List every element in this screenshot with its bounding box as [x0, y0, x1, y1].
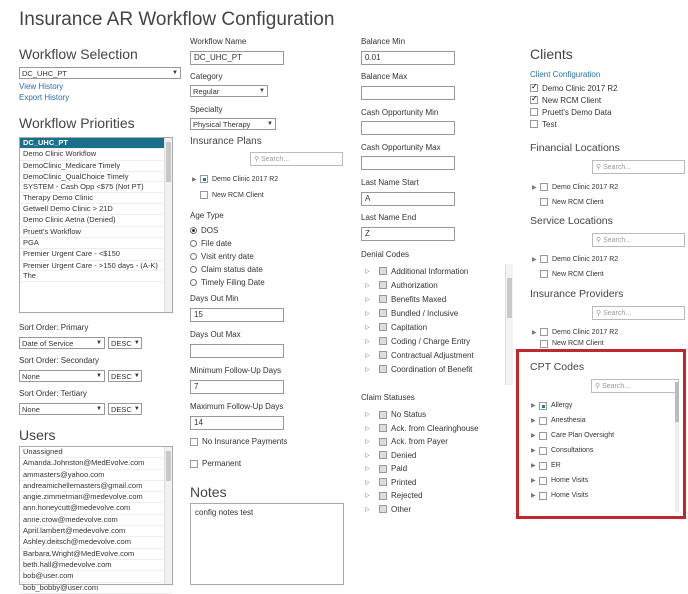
tree-node[interactable] [365, 264, 513, 278]
specialty-label: Specialty [190, 105, 223, 114]
insurance-plans-title: Insurance Plans [190, 136, 262, 147]
sort-secondary-direction[interactable]: DESC ▼ [108, 370, 142, 382]
age-type-group [190, 224, 265, 289]
checkbox[interactable] [540, 183, 548, 191]
tree-node-label: Coding / Charge Entry [391, 336, 471, 346]
list-item[interactable]: PGA [20, 238, 172, 249]
balance-min-input[interactable]: 0.01 [361, 51, 455, 65]
caret-right-icon[interactable]: ▷ [365, 282, 370, 289]
workflow-select[interactable]: DC_UHC_PT ▼ [19, 67, 181, 79]
category-label: Category [190, 72, 223, 81]
client-label: Pruett's Demo Data [542, 107, 612, 117]
tree-node[interactable] [531, 458, 681, 473]
caret-right-icon[interactable]: ▷ [365, 425, 370, 432]
age-type-option[interactable] [190, 250, 265, 263]
tree-node[interactable] [365, 320, 513, 334]
tree-node-label: Other [391, 504, 412, 514]
tree-node[interactable] [531, 473, 681, 488]
radio[interactable] [190, 266, 197, 273]
list-item[interactable]: ann.honeycutt@medevolve.com [20, 503, 172, 514]
cpt-codes-title: CPT Codes [530, 361, 585, 373]
list-item[interactable]: anne.crow@medevolve.com [20, 515, 172, 526]
client-label: Test [542, 119, 557, 129]
list-item[interactable]: DemoClinic_QualChoice Timely [20, 172, 172, 183]
list-item[interactable]: April.lambert@medevolve.com [20, 526, 172, 537]
tree-node-label: ER [551, 462, 561, 469]
caret-right-icon[interactable]: ▷ [365, 506, 370, 513]
tree-node-label: Allergy [551, 402, 573, 409]
tree-node[interactable] [365, 278, 513, 292]
list-item[interactable]: andreamichellemasters@gmail.com [20, 481, 172, 492]
list-item[interactable]: beth.hall@medevolve.com [20, 560, 172, 571]
service-locations-node[interactable]: ▶ Demo Clinic 2017 R2 [532, 255, 619, 263]
checkbox[interactable] [379, 411, 387, 419]
age-type-option[interactable] [190, 237, 265, 250]
radio[interactable] [190, 240, 197, 247]
checkbox[interactable] [540, 255, 548, 263]
tree-node-label: Authorization [391, 280, 438, 290]
checkbox[interactable] [379, 424, 387, 432]
checkbox[interactable] [540, 270, 548, 278]
tree-node-label: Paid [391, 464, 408, 474]
list-item[interactable]: The [20, 271, 172, 282]
tree-node[interactable] [361, 449, 513, 463]
category-select[interactable]: Regular ▼ [190, 85, 268, 97]
caret-right-icon[interactable]: ▶ [531, 448, 536, 454]
checkbox[interactable] [379, 451, 387, 459]
caret-right-icon[interactable]: ▶ [531, 478, 536, 484]
checkbox[interactable] [539, 447, 547, 455]
checkbox[interactable] [539, 462, 547, 470]
caret-right-icon[interactable]: ▷ [365, 310, 370, 317]
tree-node-label: Ack. from Clearinghouse [391, 423, 479, 433]
caret-right-icon[interactable]: ▷ [365, 338, 370, 345]
checkbox[interactable] [200, 191, 208, 199]
tree-node[interactable] [531, 488, 681, 503]
notes-textarea[interactable]: config notes test [190, 503, 344, 585]
days-out-min-input[interactable]: 15 [190, 308, 284, 322]
last-name-start-input[interactable]: A [361, 192, 455, 206]
balance-min-label: Balance Min [361, 37, 406, 46]
caret-right-icon[interactable]: ▷ [365, 439, 370, 446]
workflow-priorities-list[interactable] [19, 137, 173, 313]
service-locations-node[interactable]: New RCM Client [540, 267, 604, 281]
caret-right-icon: ▶ [192, 176, 197, 183]
list-item[interactable]: angie.zimmerman@medevolve.com [20, 492, 172, 503]
checkbox[interactable] [539, 492, 547, 500]
last-name-start-label: Last Name Start [361, 178, 419, 187]
option-label: Timely Filing Date [201, 278, 265, 287]
age-type-option[interactable] [190, 263, 265, 276]
claim-statuses-label: Claim Statuses [361, 393, 415, 402]
list-item[interactable]: Demo Clinic Workflow [20, 149, 172, 160]
search-icon: ⚲ [254, 156, 260, 163]
caret-right-icon[interactable]: ▷ [365, 352, 370, 359]
cash-opp-min-label: Cash Opportunity Min [361, 108, 439, 117]
min-followup-label: Minimum Follow-Up Days [190, 366, 282, 375]
checkbox[interactable] [539, 402, 547, 410]
tree-node[interactable] [361, 489, 513, 503]
checkbox[interactable] [379, 351, 387, 359]
checkbox[interactable] [190, 460, 198, 468]
list-item[interactable]: Unassigned [20, 447, 172, 458]
checkbox[interactable] [190, 438, 198, 446]
clients-list [530, 82, 618, 130]
checkbox[interactable] [539, 417, 547, 425]
checkbox[interactable] [379, 438, 387, 446]
search-icon: ⚲ [596, 310, 602, 317]
no-insurance-payments-checkbox[interactable]: No Insurance Payments [190, 437, 287, 446]
service-locations-title: Service Locations [530, 215, 613, 227]
checkbox[interactable] [379, 337, 387, 345]
list-item[interactable]: Therapy Demo Clinic [20, 193, 172, 204]
max-followup-input[interactable]: 14 [190, 416, 284, 430]
financial-locations-search[interactable]: ⚲ Search... [592, 160, 685, 174]
radio[interactable] [190, 279, 197, 286]
caret-right-icon: ▶ [532, 329, 537, 336]
chevron-down-icon: ▼ [172, 70, 178, 76]
tree-node[interactable] [365, 292, 513, 306]
caret-right-icon: ▶ [532, 184, 537, 191]
tree-node-label: Benefits Maxed [391, 294, 447, 304]
last-name-end-input[interactable]: Z [361, 227, 455, 241]
tree-node[interactable] [531, 428, 681, 443]
sort-tertiary-field[interactable]: None ▼ [19, 403, 105, 415]
radio[interactable] [190, 253, 197, 260]
checkbox[interactable] [379, 505, 387, 513]
checkbox[interactable] [540, 328, 548, 336]
sort-secondary-label: Sort Order: Secondary [19, 356, 100, 365]
list-item[interactable]: Barbara.Wright@MedEvolve.com [20, 549, 172, 560]
financial-locations-node[interactable]: ▶ Demo Clinic 2017 R2 [532, 183, 619, 191]
tree-node-label: Consultations [551, 447, 594, 454]
cash-opp-max-input[interactable] [361, 156, 455, 170]
list-item[interactable]: ammasters@yahoo.com [20, 470, 172, 481]
service-locations-search[interactable]: ⚲ Search... [592, 233, 685, 247]
checkbox[interactable] [530, 108, 538, 116]
client-configuration-link[interactable]: Client Configuration [530, 70, 601, 79]
list-item[interactable]: Pruett's Workflow [20, 227, 172, 238]
list-item[interactable]: Getwell Demo Clinic > 21D [20, 204, 172, 215]
financial-locations-node[interactable]: New RCM Client [540, 195, 604, 209]
last-name-end-label: Last Name End [361, 213, 417, 222]
checkbox[interactable] [540, 198, 548, 206]
tree-node-label: Home Visits [551, 477, 589, 484]
checkbox[interactable] [379, 281, 387, 289]
workflow-name-input[interactable]: DC_UHC_PT [190, 51, 284, 65]
sort-primary-field[interactable]: Date of Service ▼ [19, 337, 105, 349]
tree-node[interactable] [531, 443, 681, 458]
age-type-option[interactable] [190, 276, 265, 289]
checkbox[interactable] [530, 120, 538, 128]
notes-title: Notes [190, 484, 227, 500]
caret-right-icon[interactable]: ▷ [365, 366, 370, 373]
checkbox[interactable] [379, 267, 387, 275]
age-type-label: Age Type [190, 211, 224, 220]
client-label: New RCM Client [542, 95, 602, 105]
client-label: Demo Clinic 2017 R2 [542, 83, 618, 93]
tree-node-label: Anesthesia [551, 417, 586, 424]
sort-primary-direction[interactable]: DESC ▼ [108, 337, 142, 349]
denial-codes-tree[interactable] [361, 264, 513, 385]
tree-node[interactable] [531, 413, 681, 428]
max-followup-label: Maximum Follow-Up Days [190, 402, 284, 411]
caret-right-icon[interactable]: ▷ [365, 412, 370, 419]
caret-right-icon[interactable]: ▷ [365, 479, 370, 486]
age-type-option[interactable] [190, 224, 265, 237]
tree-node-label: Care Plan Oversight [551, 432, 615, 439]
caret-right-icon[interactable]: ▶ [531, 403, 536, 409]
export-history-link[interactable]: Export History [19, 93, 70, 102]
insurance-plans-search[interactable]: ⚲ Search... [250, 152, 343, 166]
scrollbar[interactable] [164, 138, 172, 312]
view-history-link[interactable]: View History [19, 82, 64, 91]
checkbox[interactable] [539, 477, 547, 485]
tree-node-label: Contractual Adjustment [391, 350, 474, 360]
caret-right-icon[interactable]: ▶ [531, 418, 536, 424]
cpt-codes-tree[interactable] [531, 398, 681, 512]
cash-opp-min-input[interactable] [361, 121, 455, 135]
tree-node[interactable] [361, 462, 513, 476]
cpt-codes-search[interactable]: ⚲ Search... [591, 379, 679, 393]
insurance-providers-node[interactable]: New RCM Client [540, 340, 604, 348]
insurance-providers-search[interactable]: ⚲ Search... [592, 306, 685, 320]
client-checkbox[interactable] [530, 118, 618, 130]
insurance-plans-node[interactable]: New RCM Client [200, 188, 264, 202]
list-item[interactable]: DemoClinic_Medicare Timely [20, 161, 172, 172]
checkbox[interactable] [379, 478, 387, 486]
sort-secondary-field[interactable]: None ▼ [19, 370, 105, 382]
tree-node[interactable] [365, 362, 513, 376]
list-item[interactable]: bob@user.com [20, 571, 172, 582]
option-label: DOS [201, 226, 219, 235]
checkbox[interactable] [379, 365, 387, 373]
client-checkbox[interactable] [530, 94, 618, 106]
client-checkbox[interactable] [530, 82, 618, 94]
caret-right-icon[interactable]: ▷ [365, 324, 370, 331]
checkbox[interactable] [379, 295, 387, 303]
option-label: File date [201, 239, 232, 248]
list-item[interactable]: Ashley.deitsch@medevolve.com [20, 537, 172, 548]
checkbox[interactable] [540, 340, 548, 348]
tree-node[interactable] [365, 306, 513, 320]
checkbox[interactable] [379, 309, 387, 317]
tree-node-label: Home Visits [551, 492, 589, 499]
financial-locations-title: Financial Locations [530, 142, 620, 154]
list-item[interactable]: DC_UHC_PT [20, 138, 172, 149]
tree-node[interactable] [365, 334, 513, 348]
list-item[interactable]: Demo Clinic Aetna (Denied) [20, 215, 172, 226]
tree-node-label: Additional Information [391, 266, 469, 276]
caret-right-icon[interactable]: ▶ [531, 463, 536, 469]
claim-statuses-tree[interactable] [361, 408, 513, 516]
tree-node-label: Denied [391, 450, 417, 460]
tree-node-label: No Status [391, 410, 427, 420]
scrollbar[interactable] [164, 447, 172, 584]
workflow-priorities-title: Workflow Priorities [19, 115, 135, 131]
tree-node[interactable] [361, 408, 513, 422]
denial-codes-label: Denial Codes [361, 250, 410, 259]
checkbox[interactable] [200, 175, 208, 183]
scrollbar[interactable] [675, 382, 679, 512]
checkbox[interactable] [379, 323, 387, 331]
caret-right-icon[interactable]: ▷ [365, 268, 370, 275]
users-list[interactable] [19, 446, 173, 592]
sort-tertiary-direction[interactable]: DESC ▼ [108, 403, 142, 415]
radio[interactable] [190, 227, 197, 234]
caret-right-icon[interactable]: ▶ [531, 433, 536, 439]
days-out-min-label: Days Out Min [190, 294, 239, 303]
list-item[interactable]: Premier Urgent Care - >150 days - (A-K) [20, 261, 172, 272]
tree-node-label: Ack. from Payer [391, 437, 448, 447]
list-item[interactable]: bob_bobby@user.com [20, 583, 172, 594]
tree-node-label: Printed [391, 477, 417, 487]
client-checkbox[interactable] [530, 106, 618, 118]
caret-right-icon: ▶ [532, 256, 537, 263]
tree-node-label: Coordination of Benefit [391, 364, 473, 374]
page-title: Insurance AR Workflow Configuration [19, 9, 335, 30]
clients-title: Clients [530, 46, 573, 62]
search-icon: ⚲ [595, 383, 601, 390]
caret-right-icon[interactable]: ▶ [531, 493, 536, 499]
balance-max-label: Balance Max [361, 72, 408, 81]
checkbox[interactable] [539, 432, 547, 440]
search-icon: ⚲ [596, 237, 602, 244]
checkbox[interactable] [530, 84, 538, 92]
balance-max-input[interactable] [361, 86, 455, 100]
sort-primary-label: Sort Order: Primary [19, 323, 89, 332]
option-label: Visit entry date [201, 252, 254, 261]
tree-node[interactable] [365, 348, 513, 362]
search-icon: ⚲ [596, 164, 602, 171]
users-title: Users [19, 427, 56, 443]
tree-node[interactable] [361, 435, 513, 449]
caret-right-icon[interactable]: ▷ [365, 452, 370, 459]
tree-node-label: Rejected [391, 491, 423, 501]
list-item[interactable]: Amanda.Johnston@MedEvolve.com [20, 458, 172, 469]
caret-right-icon[interactable]: ▷ [365, 466, 370, 473]
insurance-providers-node[interactable]: ▶ Demo Clinic 2017 R2 [532, 328, 619, 336]
tree-node-label: Capitation [391, 322, 428, 332]
workflow-selection-title: Workflow Selection [19, 46, 138, 62]
checkbox[interactable] [379, 465, 387, 473]
cpt-codes-highlight [516, 349, 686, 519]
caret-right-icon[interactable]: ▷ [365, 493, 370, 500]
insurance-plans-node[interactable]: ▶ Demo Clinic 2017 R2 [192, 175, 279, 183]
list-item[interactable]: Premier Urgent Care - <$150 [20, 249, 172, 260]
workflow-name-label: Workflow Name [190, 37, 247, 46]
checkbox[interactable] [530, 96, 538, 104]
checkbox[interactable] [379, 492, 387, 500]
specialty-select[interactable]: Physical Therapy ▼ [190, 118, 276, 130]
days-out-max-input[interactable] [190, 344, 284, 358]
sort-tertiary-label: Sort Order: Tertiary [19, 389, 87, 398]
tree-node[interactable] [361, 422, 513, 436]
tree-node-label: Bundled / Inclusive [391, 308, 459, 318]
list-item[interactable]: SYSTEM - Cash Opp <$75 (Not PT) [20, 182, 172, 193]
min-followup-input[interactable]: 7 [190, 380, 284, 394]
option-label: Claim status date [201, 265, 263, 274]
tree-node[interactable] [531, 398, 681, 413]
permanent-checkbox[interactable]: Permanent [190, 459, 241, 468]
caret-right-icon[interactable]: ▷ [365, 296, 370, 303]
days-out-max-label: Days Out Max [190, 330, 241, 339]
scrollbar[interactable] [505, 264, 513, 385]
tree-node[interactable] [361, 476, 513, 490]
tree-node[interactable] [361, 503, 513, 517]
insurance-providers-title: Insurance Providers [530, 288, 624, 300]
cash-opp-max-label: Cash Opportunity Max [361, 143, 441, 152]
